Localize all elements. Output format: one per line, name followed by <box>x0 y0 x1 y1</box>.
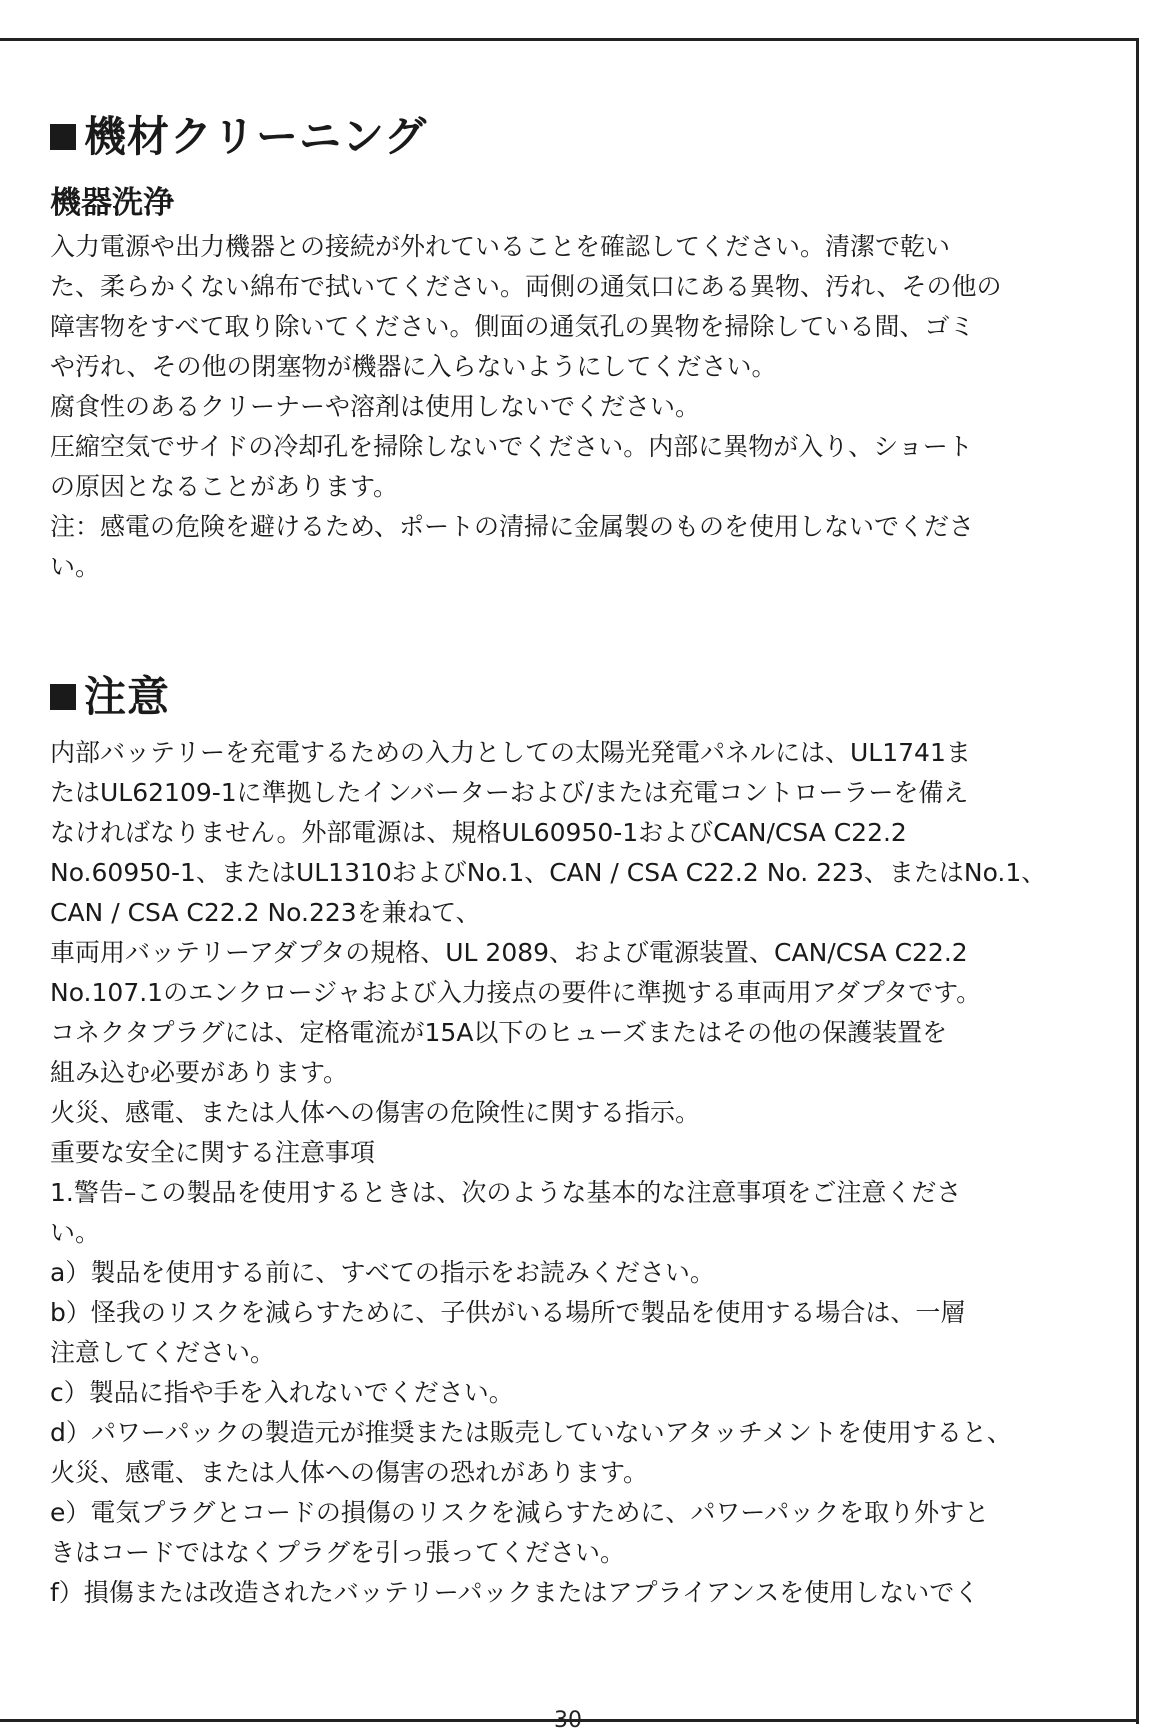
text-line: なければなりません。外部電源は、規格UL60950-1およびCAN/CSA C22.2 <box>50 818 907 847</box>
text-line: 内部バッテリーを充電するための入力としての太陽光発電パネルには、UL1741ま <box>50 738 971 767</box>
page-number: 30 <box>554 1708 582 1733</box>
text-line: や汚れ、その他の閉塞物が機器に入らないようにしてください。 <box>50 352 777 381</box>
text-line: No.60950-1、またはUL1310およびNo.1、CAN / CSA C22.2 No. 223、またはNo.1、 <box>50 858 1047 887</box>
text-line: い。 <box>50 1218 101 1247</box>
text-line: 入力電源や出力機器との接続が外れていることを確認してください。清潔で乾い <box>50 232 951 261</box>
text-line: f）損傷または改造されたバッテリーパックまたはアプライアンスを使用しないでく <box>50 1578 980 1607</box>
section-gap <box>50 587 1070 665</box>
cleaning-body <box>50 227 1070 587</box>
text-line: d）パワーパックの製造元が推奨または販売していないアタッチメントを使用すると、 <box>50 1418 1012 1447</box>
text-line: 圧縮空気でサイドの冷却孔を掃除しないでください。内部に異物が入り、ショート <box>50 432 973 461</box>
text-line: 火災、感電、または人体への傷害の恐れがあります。 <box>50 1458 649 1487</box>
section-heading-caution <box>50 665 1070 729</box>
text-line: b）怪我のリスクを減らすために、子供がいる場所で製品を使用する場合は、一層 <box>50 1298 966 1327</box>
text-line: 注意してください。 <box>50 1338 276 1367</box>
text-line: きはコードではなくプラグを引っ張ってください。 <box>50 1538 626 1567</box>
page-content <box>50 105 1070 1613</box>
text-line: 腐食性のあるクリーナーや溶剤は使用しないでください。 <box>50 392 701 421</box>
section-heading-text: 機材クリーニング <box>84 112 428 161</box>
text-line: a）製品を使用する前に、すべての指示をお読みください。 <box>50 1258 715 1287</box>
caution-body <box>50 733 1070 1613</box>
text-line: 重要な安全に関する注意事項 <box>50 1138 376 1167</box>
right-rule <box>1136 38 1139 1724</box>
text-line: コネクタプラグには、定格電流が15A以下のヒューズまたはその他の保護装置を <box>50 1018 948 1047</box>
top-rule <box>0 38 1136 41</box>
text-line: CAN / CSA C22.2 No.223を兼ねて、 <box>50 898 481 927</box>
text-line: No.107.1のエンクロージャおよび入力接点の要件に準拠する車両用アダプタです。 <box>50 978 982 1007</box>
text-line: い。 <box>50 552 101 581</box>
text-line: 1.警告–この製品を使用するときは、次のような基本的な注意事項をご注意くださ <box>50 1178 962 1207</box>
text-line: たはUL62109-1に準拠したインバーターおよび/または充電コントローラーを備え <box>50 778 969 807</box>
square-bullet-icon <box>50 684 76 710</box>
subheading-device-washing: 機器洗浄 <box>50 185 174 221</box>
text-line: 火災、感電、または人体への傷害の危険性に関する指示。 <box>50 1098 701 1127</box>
text-line: の原因となることがあります。 <box>50 472 399 501</box>
text-line: 組み込む必要があります。 <box>50 1058 349 1087</box>
text-line: e）電気プラグとコードの損傷のリスクを減らすために、パワーパックを取り外すと <box>50 1498 990 1527</box>
text-line: 障害物をすべて取り除いてください。側面の通気孔の異物を掃除している間、ゴミ <box>50 312 975 341</box>
section-heading-cleaning <box>50 105 1070 169</box>
text-line: 車両用バッテリーアダプタの規格、UL 2089、および電源装置、CAN/CSA C22.2 <box>50 938 968 967</box>
text-line: c）製品に指や手を入れないでください。 <box>50 1378 514 1407</box>
text-line: 注：感電の危険を避けるため、ポートの清掃に金属製のものを使用しないでくださ <box>50 512 975 541</box>
section-heading-text: 注意 <box>84 672 171 721</box>
text-line: た、柔らかくない綿布で拭いてください。両側の通気口にある異物、汚れ、その他の <box>50 272 1002 301</box>
square-bullet-icon <box>50 124 76 150</box>
